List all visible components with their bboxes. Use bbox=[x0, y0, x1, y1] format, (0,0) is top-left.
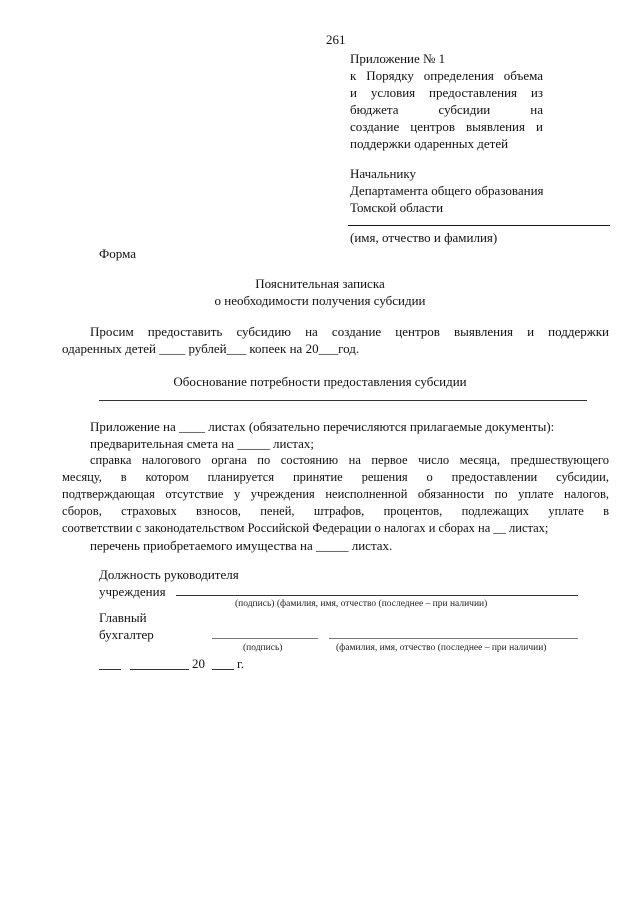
accountant-name-line bbox=[329, 638, 578, 639]
appendix-line: создание центров выявления и bbox=[350, 119, 543, 134]
addressee-line: Начальнику bbox=[350, 166, 417, 181]
justification-blank-line bbox=[99, 400, 587, 401]
accountant-sign-line bbox=[212, 638, 318, 639]
accountant-sign-caption: (подпись) bbox=[243, 643, 283, 653]
date-day-line bbox=[99, 669, 121, 670]
form-label: Форма bbox=[99, 246, 136, 261]
attachment-estimate: предварительная смета на _____ листах; bbox=[90, 436, 314, 451]
date-suffix: г. bbox=[237, 656, 245, 671]
attachment-tax-line: соответствии с законодательством Российской Федерации о налогах и сборах на __ листах; bbox=[62, 521, 549, 535]
attachment-tax-line: подтверждающая отсутствие у учреждения неисполненной обязанности по уплате налогов, bbox=[62, 487, 609, 501]
attachment-tax-line: справка налогового органа по состоянию на первое число месяца, предшествующего bbox=[90, 453, 609, 467]
request-line: Просим предоставить субсидию на создание центров выявления и поддержки bbox=[90, 324, 609, 339]
page-number: 261 bbox=[326, 32, 346, 47]
appendix-line: к Порядку определения объема bbox=[350, 68, 543, 83]
document-title: Пояснительная записка bbox=[255, 276, 385, 291]
request-line: одаренных детей ____ рублей___ копеек на 20___год. bbox=[62, 341, 360, 356]
date-year-line bbox=[212, 669, 234, 670]
attachment-tax-line: сборов, страховых взносов, пеней, штрафов, процентов, подлежащих уплате в bbox=[62, 504, 609, 518]
accountant-label: Главный bbox=[99, 610, 147, 625]
justification-heading: Обоснование потребности предоставления субсидии bbox=[173, 374, 467, 389]
document-subtitle: о необходимости получения субсидии bbox=[214, 293, 426, 308]
head-signature-line bbox=[176, 595, 578, 596]
addressee-caption: (имя, отчество и фамилия) bbox=[350, 230, 498, 245]
head-org-label: учреждения bbox=[99, 584, 166, 599]
accountant-label: бухгалтер bbox=[99, 627, 154, 642]
head-signature-caption: (подпись) (фамилия, имя, отчество (последнее – при наличии) bbox=[235, 599, 488, 609]
addressee-name-line bbox=[348, 225, 610, 226]
appendix-line: поддержки одаренных детей bbox=[350, 136, 509, 151]
appendix-line: и условия предоставления из bbox=[350, 85, 543, 100]
accountant-name-caption: (фамилия, имя, отчество (последнее – при наличии) bbox=[336, 643, 547, 653]
addressee-line: Департамента общего образования bbox=[350, 183, 544, 198]
appendix-line: бюджета субсидии на bbox=[350, 102, 543, 117]
attachments-intro: Приложение на ____ листах (обязательно перечисляются прилагаемые документы): bbox=[90, 419, 555, 434]
date-month-line bbox=[130, 669, 189, 670]
attachment-tax-line: месяцу, в котором планируется принятие решения о предоставлении субсидии, bbox=[62, 470, 609, 484]
appendix-title: Приложение № 1 bbox=[350, 51, 446, 66]
head-position-label: Должность руководителя bbox=[99, 567, 239, 582]
date-year: 20 bbox=[192, 656, 205, 671]
attachment-property: перечень приобретаемого имущества на _____ листах. bbox=[90, 538, 393, 553]
addressee-line: Томской области bbox=[350, 200, 444, 215]
